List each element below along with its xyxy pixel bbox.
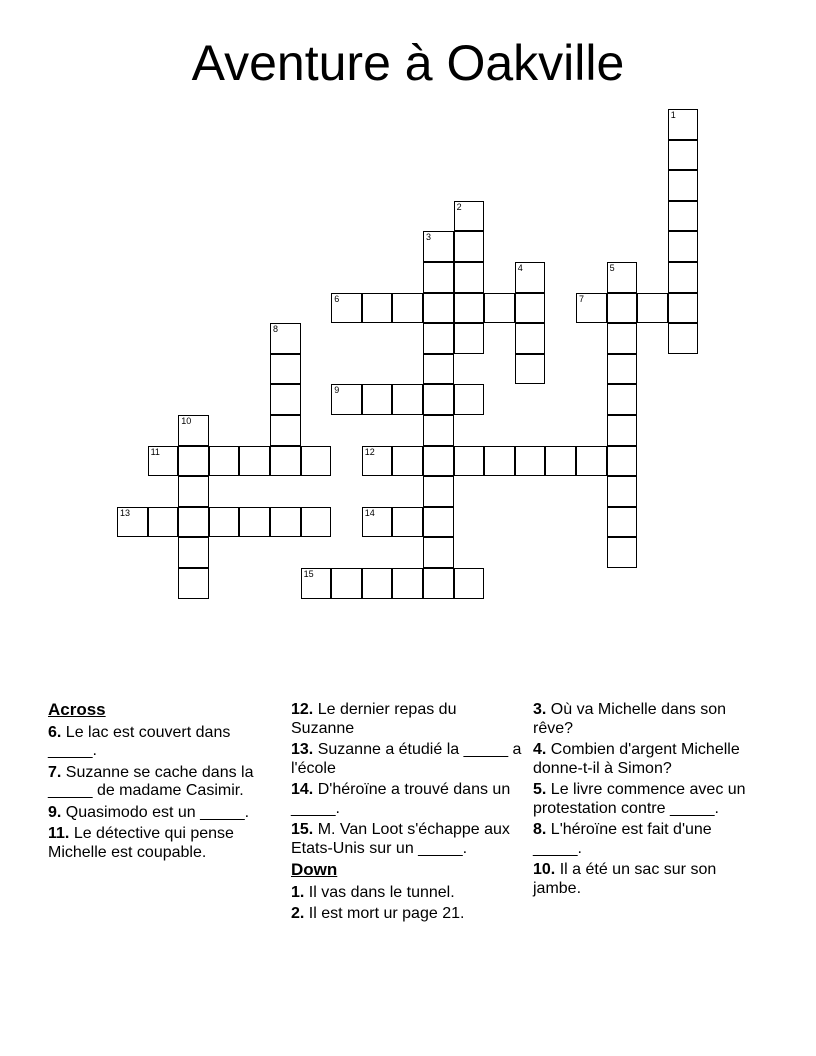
grid-cell[interactable] [239,446,270,477]
grid-cell[interactable] [392,293,423,324]
grid-cell[interactable] [178,476,209,507]
grid-cell[interactable] [515,354,546,385]
clue-number: 8 [273,324,279,335]
grid-cell[interactable] [148,446,179,477]
grid-cell[interactable] [545,446,576,477]
clue-number: 4 [517,263,523,273]
grid-cell[interactable] [454,323,485,354]
grid-cell[interactable] [576,446,607,477]
grid-cell[interactable] [178,568,209,599]
grid-cell[interactable] [607,415,638,446]
grid-cell[interactable] [392,568,423,599]
grid-cell[interactable] [454,568,485,599]
grid-cell[interactable] [331,293,362,324]
grid-cell[interactable] [301,507,332,538]
grid-cell[interactable] [454,262,485,293]
grid-cell[interactable] [423,476,454,507]
grid-cell[interactable] [607,537,638,568]
clue-number: 14 [364,507,375,518]
grid-cell[interactable] [209,446,240,477]
grid-cell[interactable] [668,201,699,232]
clue-number: 11 [150,446,160,457]
grid-cell[interactable] [392,507,423,538]
grid-cell[interactable] [484,446,515,477]
clue-number: 7 [579,293,585,304]
grid-cell[interactable] [178,507,209,538]
grid-cell[interactable] [423,354,454,385]
grid-cell[interactable] [607,262,638,293]
clue-down-1: 1. Il vas dans le tunnel. [291,883,455,901]
grid-cell[interactable] [148,507,179,538]
clue-down-10: 10. Il a été un sac sur son jambe. [533,861,717,897]
grid-cell[interactable] [178,537,209,568]
grid-cell[interactable] [515,293,546,324]
grid-cell[interactable] [607,507,638,538]
grid-cell[interactable] [423,446,454,477]
grid-cell[interactable] [607,384,638,415]
grid-cell[interactable] [270,446,301,477]
grid-cell[interactable] [423,415,454,446]
clue-column-2 [291,701,523,927]
clue-across-9: 9. Quasimodo est un _____. [48,803,250,821]
grid-cell[interactable] [392,446,423,477]
grid-cell[interactable] [423,537,454,568]
grid-cell[interactable] [668,170,699,201]
grid-cell[interactable] [454,231,485,262]
across-heading: Across [48,700,106,719]
grid-cell[interactable] [270,323,301,354]
grid-cell[interactable] [515,262,546,293]
clue-across-15: 15. M. Van Loot s'échappe aux Etats-Unis sur un _____. [291,821,510,857]
clue-down-8: 8. L'héroïne est fait d'une _____. [533,821,712,857]
grid-cell[interactable] [454,384,485,415]
clue-down-5: 5. Le livre commence avec un protestation contre _____. [533,781,746,817]
clue-down-2: 2. Il est mort ur page 21. [291,905,465,922]
clue-number: 2 [456,201,462,212]
grid-cell[interactable] [178,446,209,477]
clue-column-1 [48,701,280,865]
grid-cell[interactable] [515,323,546,354]
clue-number: 9 [334,385,340,396]
grid-cell[interactable] [270,384,301,415]
grid-cell[interactable] [362,568,393,599]
grid-cell[interactable] [668,140,699,171]
clue-number: 12 [364,446,375,457]
grid-cell[interactable] [668,323,699,354]
clue-down-3: 3. Où va Michelle dans son rêve? [533,701,726,737]
grid-cell[interactable] [117,507,148,538]
puzzle-title: Aventure à Oakville [191,35,625,91]
grid-cell[interactable] [668,262,699,293]
grid-cell[interactable] [607,476,638,507]
grid-cell[interactable] [484,293,515,324]
grid-cell[interactable] [270,507,301,538]
grid-cell[interactable] [454,446,485,477]
grid-cell[interactable] [668,231,699,262]
clue-across-6: 6. Le lac est couvert dans _____. [48,723,231,759]
clue-across-12: 12. Le dernier repas du Suzanne [291,701,457,737]
clue-down-4: 4. Combien d'argent Michelle donne-t-il à Simon? [533,741,740,777]
grid-cell[interactable] [423,231,454,262]
clue-number: 6 [334,293,340,304]
clue-number: 3 [426,232,432,243]
grid-cell[interactable] [668,109,699,140]
clue-number: 1 [670,110,676,120]
grid-cell[interactable] [423,323,454,354]
clue-number: 5 [609,263,615,273]
grid-cell[interactable] [362,384,393,415]
grid-cell[interactable] [607,323,638,354]
grid-cell[interactable] [331,568,362,599]
grid-cell[interactable] [392,384,423,415]
clue-number: 13 [120,507,131,518]
grid-cell[interactable] [637,293,668,324]
grid-cell[interactable] [423,568,454,599]
grid-cell[interactable] [362,293,393,324]
grid-cell[interactable] [178,415,209,446]
grid-cell[interactable] [423,384,454,415]
clue-across-14: 14. D'héroïne a trouvé dans un _____. [291,781,511,817]
grid-cell[interactable] [301,446,332,477]
clue-number: 10 [181,416,192,426]
down-heading: Down [291,860,338,879]
grid-cell[interactable] [607,446,638,477]
clue-number: 15 [303,569,314,579]
grid-cell[interactable] [668,293,699,324]
grid-cell[interactable] [515,446,546,477]
grid-cell[interactable] [362,507,393,538]
grid-cell[interactable] [362,446,393,477]
grid-cell[interactable] [209,507,240,538]
grid-cell[interactable] [239,507,270,538]
grid-cell[interactable] [607,293,638,324]
grid-cell[interactable] [454,293,485,324]
grid-cell[interactable] [270,354,301,385]
grid-cell[interactable] [423,262,454,293]
clue-across-11: 11. Le détective qui pense Michelle est coupable. [48,825,234,861]
grid-cell[interactable] [331,384,362,415]
clue-across-13: 13. Suzanne a étudié la _____ a l'école [291,741,522,777]
clue-across-7: 7. Suzanne se cache dans la _____ de madame Casimir. [48,763,254,799]
grid-cell[interactable] [270,415,301,446]
grid-cell[interactable] [423,507,454,538]
clue-column-3 [533,701,765,901]
grid-cell[interactable] [576,293,607,324]
grid-cell[interactable] [454,201,485,232]
grid-cell[interactable] [607,354,638,385]
grid-cell[interactable] [423,293,454,324]
grid-cell[interactable] [301,568,332,599]
